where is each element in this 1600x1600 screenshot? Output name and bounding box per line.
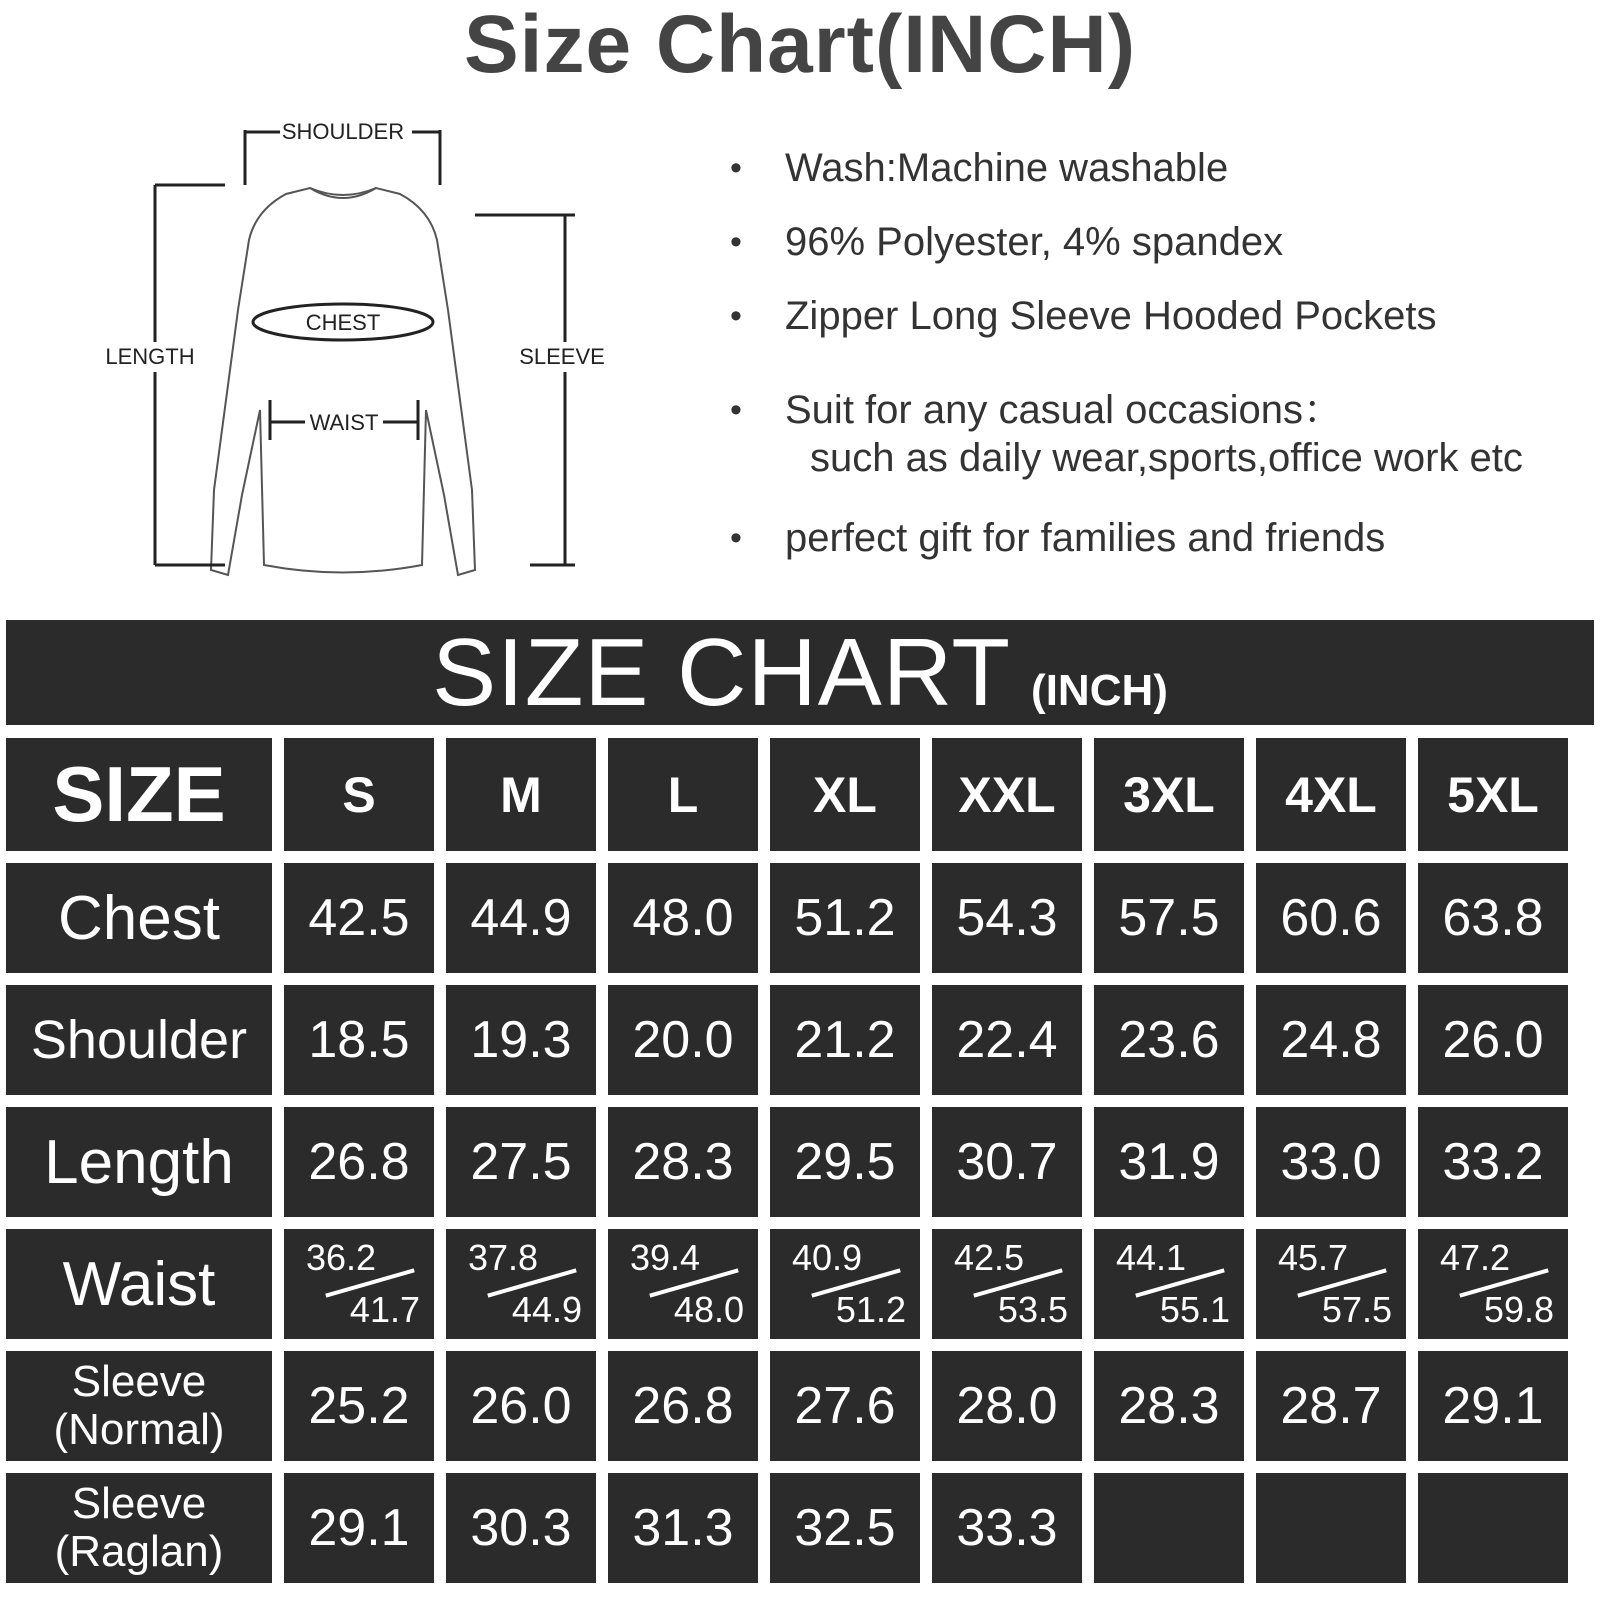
feature-item: • perfect gift for families and friends xyxy=(730,516,1386,560)
table-cell xyxy=(446,1229,596,1339)
table-cell xyxy=(1094,1473,1244,1583)
waist-label: WAIST xyxy=(309,410,379,435)
table-cell: 28.3 xyxy=(1094,1351,1244,1461)
size-column-header: M xyxy=(446,738,596,851)
bullet-icon: • xyxy=(730,149,742,187)
waist-min-value: 44.1 xyxy=(1116,1237,1187,1278)
table-cell: 23.6 xyxy=(1094,985,1244,1095)
size-chart-unit: (INCH) xyxy=(1031,666,1168,715)
shirt-measurement-diagram xyxy=(100,110,640,610)
size-column-header: 4XL xyxy=(1256,738,1406,851)
table-cell: 26.8 xyxy=(284,1107,434,1217)
table-cell: 25.2 xyxy=(284,1351,434,1461)
table-cell: 19.3 xyxy=(446,985,596,1095)
waist-min-value: 47.2 xyxy=(1440,1237,1511,1278)
table-cell xyxy=(1094,1229,1244,1339)
row-label-line: Sleeve xyxy=(71,1479,207,1528)
table-cell: 28.7 xyxy=(1256,1351,1406,1461)
shirt-collar xyxy=(310,188,376,198)
waist-max-value: 51.2 xyxy=(835,1289,906,1330)
table-cell: 26.8 xyxy=(608,1351,758,1461)
table-cell: 27.6 xyxy=(770,1351,920,1461)
row-label: Shoulder xyxy=(6,985,272,1095)
sleeve-label: SLEEVE xyxy=(519,344,605,369)
table-cell: 18.5 xyxy=(284,985,434,1095)
table-cell: 60.6 xyxy=(1256,863,1406,973)
waist-min-value: 36.2 xyxy=(306,1237,377,1278)
table-cell: 32.5 xyxy=(770,1473,920,1583)
table-cell: 33.3 xyxy=(932,1473,1082,1583)
table-cell: 44.9 xyxy=(446,863,596,973)
row-label: Chest xyxy=(6,863,272,973)
waist-max-value: 55.1 xyxy=(1159,1289,1230,1330)
waist-max-value: 59.8 xyxy=(1483,1289,1554,1330)
size-chart-header xyxy=(6,620,1594,725)
table-cell: 48.0 xyxy=(608,863,758,973)
waist-max-value: 41.7 xyxy=(349,1289,420,1330)
size-column-header: XL xyxy=(770,738,920,851)
bullet-icon: • xyxy=(730,297,742,335)
table-cell: 30.3 xyxy=(446,1473,596,1583)
table-cell: 22.4 xyxy=(932,985,1082,1095)
feature-item: • 96% Polyester, 4% spandex xyxy=(730,220,1284,264)
table-cell xyxy=(284,1229,434,1339)
size-chart xyxy=(6,620,1594,1600)
table-cell: 28.0 xyxy=(932,1351,1082,1461)
table-cell xyxy=(932,1229,1082,1339)
row-label-line: Sleeve xyxy=(71,1357,207,1406)
length-label: LENGTH xyxy=(105,344,195,369)
table-cell: 26.0 xyxy=(1418,985,1568,1095)
table-cell: 30.7 xyxy=(932,1107,1082,1217)
table-cell: 24.8 xyxy=(1256,985,1406,1095)
size-column-header: XXL xyxy=(932,738,1082,851)
table-cell: 54.3 xyxy=(932,863,1082,973)
feature-item: • Suit for any casual occasions： such as daily wear,sports,office work etc xyxy=(730,388,1523,480)
waist-min-value: 40.9 xyxy=(792,1237,863,1278)
bullet-icon: • xyxy=(730,519,742,557)
size-column-header: 3XL xyxy=(1094,738,1244,851)
table-cell xyxy=(1256,1229,1406,1339)
page-title: Size Chart(INCH) xyxy=(463,0,1137,90)
feature-subline: such as daily wear,sports,office work etc xyxy=(810,436,1523,480)
table-cell: 42.5 xyxy=(284,863,434,973)
table-cell: 31.3 xyxy=(608,1473,758,1583)
table-cell: 21.2 xyxy=(770,985,920,1095)
table-cell: 26.0 xyxy=(446,1351,596,1461)
table-cell: 51.2 xyxy=(770,863,920,973)
size-table xyxy=(6,738,1594,1583)
table-cell xyxy=(608,1229,758,1339)
row-label: Waist xyxy=(6,1229,272,1339)
waist-min-value: 37.8 xyxy=(468,1237,539,1278)
size-header-cell: SIZE xyxy=(6,738,272,851)
table-cell: 33.2 xyxy=(1418,1107,1568,1217)
feature-item: • Zipper Long Sleeve Hooded Pockets xyxy=(730,294,1437,338)
table-cell: 33.0 xyxy=(1256,1107,1406,1217)
table-cell: 29.5 xyxy=(770,1107,920,1217)
waist-max-value: 57.5 xyxy=(1321,1289,1392,1330)
table-cell: 27.5 xyxy=(446,1107,596,1217)
table-cell: 20.0 xyxy=(608,985,758,1095)
table-cell: 57.5 xyxy=(1094,863,1244,973)
table-cell: 29.1 xyxy=(284,1473,434,1583)
bullet-icon: • xyxy=(730,391,742,429)
table-cell xyxy=(1418,1473,1568,1583)
row-label xyxy=(6,1351,272,1461)
size-column-header: L xyxy=(608,738,758,851)
row-label-line: (Raglan) xyxy=(54,1527,224,1576)
shirt-diagram-svg xyxy=(100,110,640,610)
chest-label: CHEST xyxy=(305,310,381,335)
size-chart-title: SIZE CHART xyxy=(432,619,1012,726)
table-cell xyxy=(1418,1229,1568,1339)
waist-min-value: 42.5 xyxy=(954,1237,1025,1278)
waist-max-value: 48.0 xyxy=(673,1289,744,1330)
bullet-icon: • xyxy=(730,223,742,261)
feature-list xyxy=(730,140,1590,600)
size-column-header: S xyxy=(284,738,434,851)
table-cell: 63.8 xyxy=(1418,863,1568,973)
table-cell: 28.3 xyxy=(608,1107,758,1217)
table-cell xyxy=(770,1229,920,1339)
size-column-header: 5XL xyxy=(1418,738,1568,851)
row-label xyxy=(6,1473,272,1583)
waist-min-value: 39.4 xyxy=(630,1237,701,1278)
waist-max-value: 53.5 xyxy=(997,1289,1068,1330)
waist-min-value: 45.7 xyxy=(1278,1237,1349,1278)
table-cell: 29.1 xyxy=(1418,1351,1568,1461)
waist-max-value: 44.9 xyxy=(511,1289,582,1330)
row-label-line: (Normal) xyxy=(53,1405,225,1454)
feature-item: • Wash:Machine washable xyxy=(730,146,1229,190)
shoulder-label: SHOULDER xyxy=(281,119,405,144)
shirt-outline xyxy=(211,188,475,575)
row-label: Length xyxy=(6,1107,272,1217)
table-cell: 31.9 xyxy=(1094,1107,1244,1217)
table-cell xyxy=(1256,1473,1406,1583)
